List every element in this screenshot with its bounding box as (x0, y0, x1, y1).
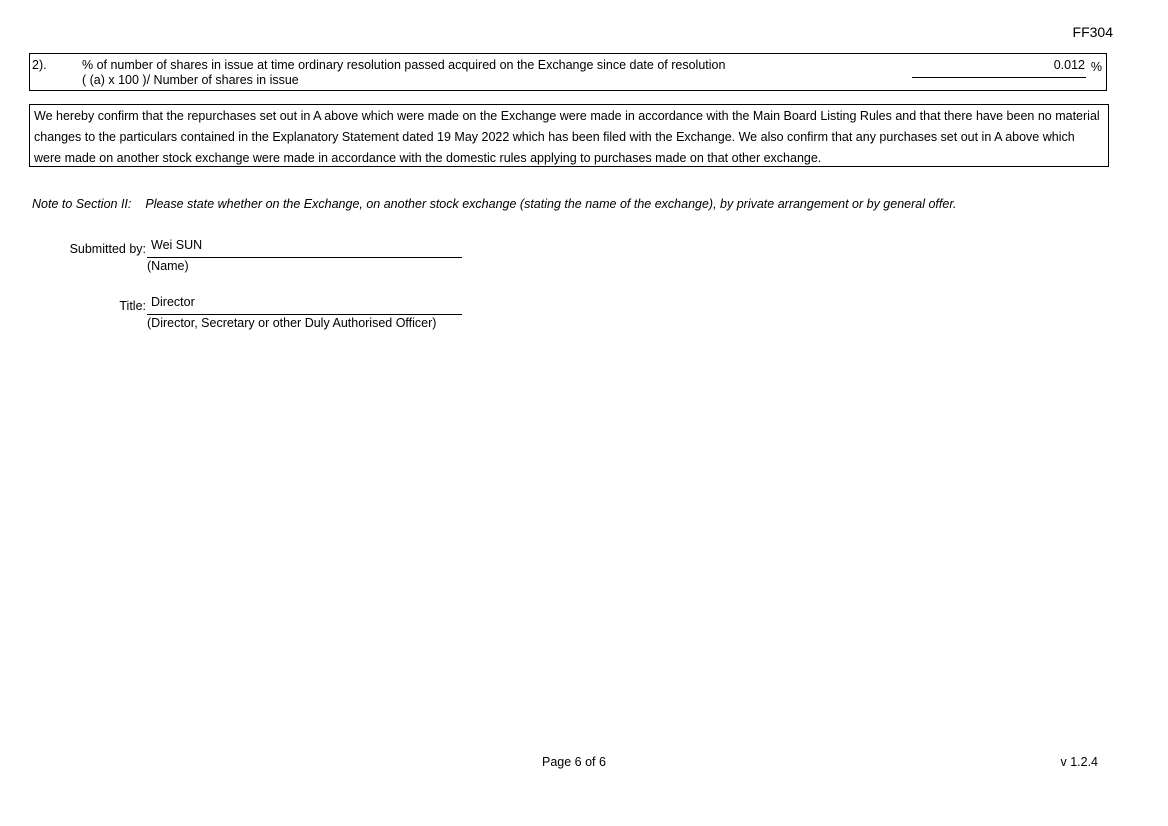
section-2-value: 0.012 (1053, 58, 1085, 72)
title-underline (147, 314, 462, 315)
section-2-box (29, 53, 1107, 91)
section-ii-note (32, 197, 957, 211)
section-2-value-underline (912, 77, 1086, 78)
confirmation-statement: We hereby confirm that the repurchases set out in A above which were made on the Exchange were made in accordance with the Main Board Listing Rules and that there have been no material changes to the particulars contained in the Explanatory Statement dated 19 May 2022 which has been filed with the Exchange. We also confirm that any purchases set out in A above which were made on another stock exchange were made in accordance with the domestic rules applying to purchases made on that other exchange. (29, 104, 1109, 167)
title-label: Title: (119, 299, 146, 313)
submitted-by-name: Wei SUN (151, 238, 203, 252)
section-2-number: 2). (32, 58, 47, 72)
note-text: Please state whether on the Exchange, on another stock exchange (stating the name of the exchange), by private arrangement or by general offer. (145, 197, 957, 211)
page-number: Page 6 of 6 (542, 755, 606, 769)
signer-title: Director (151, 295, 195, 309)
form-code: FF304 (1072, 24, 1113, 40)
section-2-description: % of number of shares in issue at time ordinary resolution passed acquired on the Exchange since date of resolution (82, 58, 726, 72)
title-hint: (Director, Secretary or other Duly Authorised Officer) (147, 316, 437, 330)
submitted-by-label: Submitted by: (69, 242, 146, 256)
section-2-formula: ( (a) x 100 )/ Number of shares in issue (82, 73, 299, 87)
section-2-unit: % (1090, 60, 1102, 74)
name-underline (147, 257, 462, 258)
name-hint: (Name) (147, 259, 189, 273)
version-label: v 1.2.4 (1060, 755, 1098, 769)
note-label: Note to Section II: (32, 197, 132, 211)
